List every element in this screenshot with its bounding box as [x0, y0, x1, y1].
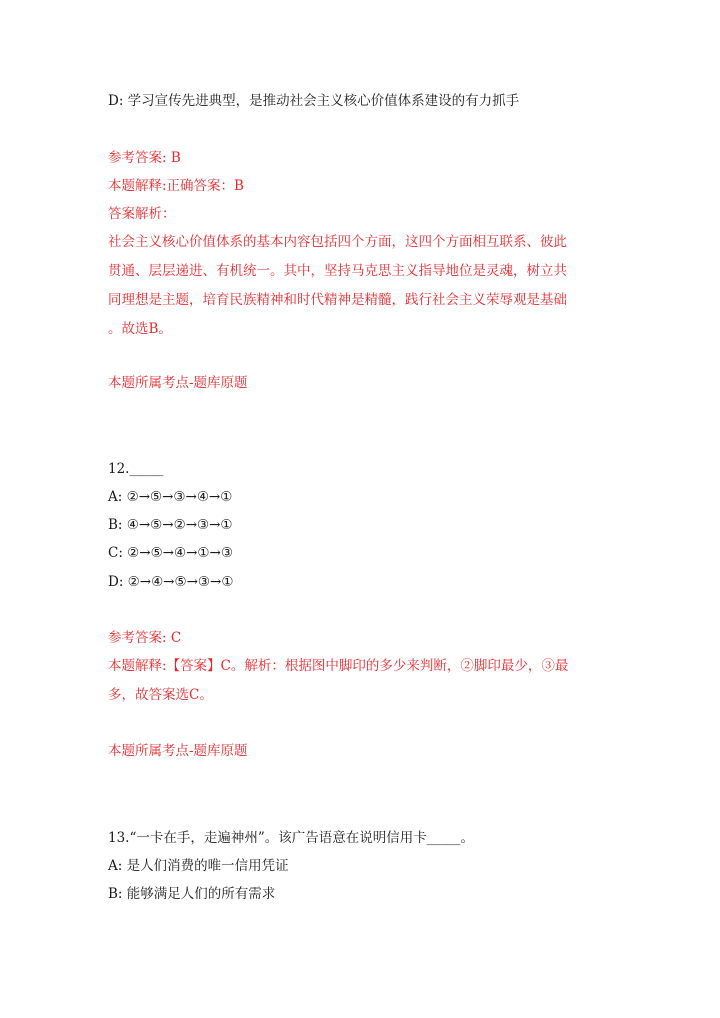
q11-analysis: [108, 228, 608, 344]
q12-explanation: [108, 652, 608, 710]
q11-analysis-line: 社会主义核心价值体系的基本内容包括四个方面，这四个方面相互联系、彼此: [108, 234, 567, 250]
q11-topic: 本题所属考点-题库原题: [108, 375, 248, 391]
q13-option-b: B: 能够满足人们的所有需求: [108, 886, 276, 902]
q11-analysis-line: 同理想是主题，培育民族精神和时代精神是精髓，践行社会主义荣辱观是基础: [108, 292, 567, 308]
q11-answer: 参考答案: B: [108, 150, 181, 166]
q12-topic: 本题所属考点-题库原题: [108, 743, 248, 759]
q11-analysis-label: 答案解析：: [108, 206, 176, 222]
q11-explanation: 本题解释:正确答案：B: [108, 178, 244, 194]
q12-option-b: B: ④→⑤→②→③→①: [108, 517, 233, 533]
q11-option-d: D: 学习宣传先进典型，是推动社会主义核心价值体系建设的有力抓手: [108, 93, 520, 109]
q12-option-a: A: ②→⑤→③→④→①: [108, 489, 233, 505]
q12-explanation-line: 多，故答案选C。: [108, 687, 213, 703]
q13-question: 13.“一卡在手，走遍神州”。该广告语意在说明信用卡_____。: [108, 830, 475, 846]
q12-option-d: D: ②→④→⑤→③→①: [108, 574, 234, 590]
q12-option-c: C: ②→⑤→④→①→③: [108, 545, 233, 561]
q12-question: 12._____: [108, 461, 164, 477]
q12-answer: 参考答案: C: [108, 630, 182, 646]
q11-analysis-line: 贯通、层层递进、有机统一。其中，坚持马克思主义指导地位是灵魂，树立共: [108, 263, 567, 279]
q12-explanation-line: 本题解释:【答案】C。解析：根据图中脚印的多少来判断，②脚印最少，③最: [108, 658, 569, 674]
q11-analysis-line: 。故选B。: [108, 321, 172, 337]
q13-option-a: A: 是人们消费的唯一信用凭证: [108, 858, 289, 874]
